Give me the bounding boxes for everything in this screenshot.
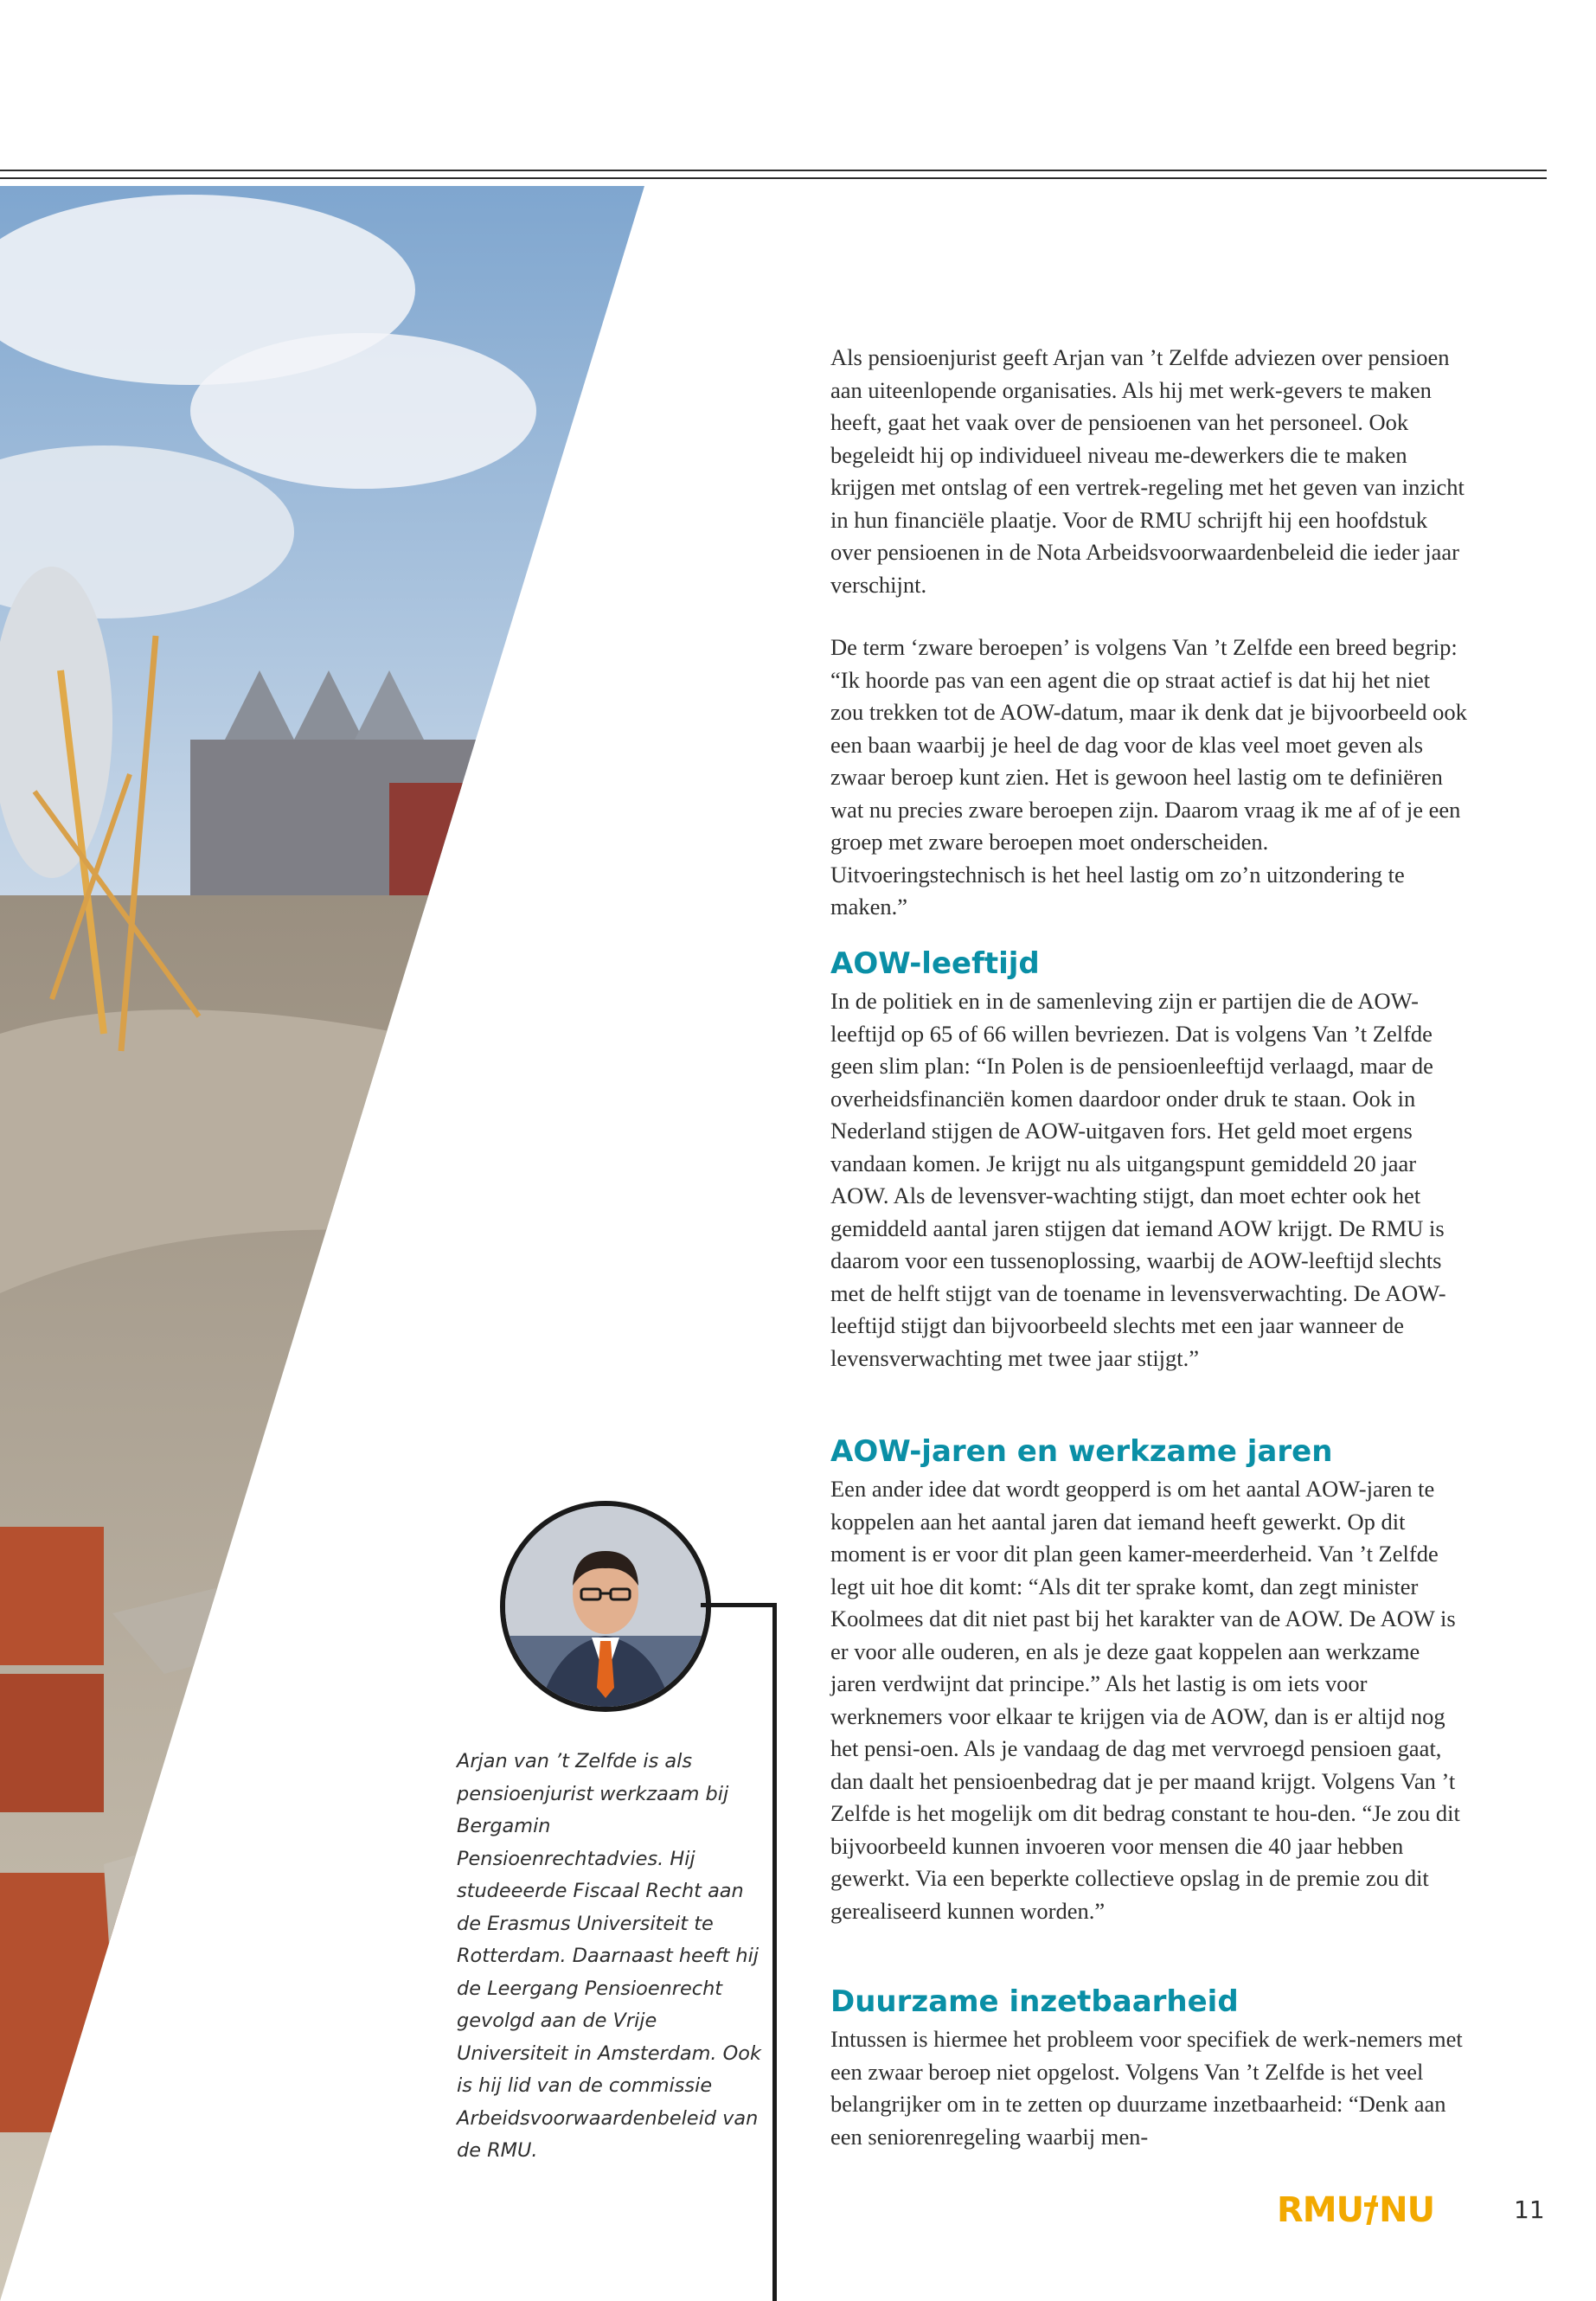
heading-aow-jaren: AOW-jaren en werkzame jaren — [830, 1434, 1333, 1469]
top-rule-secondary — [0, 177, 1547, 179]
logo-rmu: RMU — [1277, 2190, 1364, 2230]
bracket-line — [701, 1603, 777, 1607]
term-paragraph — [830, 631, 1469, 924]
bracket-line-vertical — [772, 1603, 777, 2301]
aow-leeftijd-text: In de politiek en in de samenleving zijn er partijen die de AOW-leeftijd op 65 of 66 willen bevriezen. Dat is volgens Van ’t Zelfde geen slim plan: “In Polen is de pensioenleeftijd verlaagd, maar de overheidsfinanciën komen daardoor onder druk te staan. Ook in Nederland stijgen de AOW-uitgaven fors. Het geld moet ergens vandaan komen. Je krijgt nu als uitgangspunt gemiddeld 20 jaar AOW. Als de levensver-wachting stijgt, dan moet echter ook het gemiddeld aantal jaren stijgen dat iemand AOW krijgt. De RMU is daarom voor een tussenoplossing, waarbij de AOW-leeftijd slechts met de helft stijgt van de toename in levensverwachting. De AOW-leeftijd stijgt dan bijvoorbeeld slechts met een jaar wanneer de levensverwachting met twee jaar stijgt.” — [830, 988, 1446, 1371]
author-caption: Arjan van ’t Zelfde is als pensioenjurist werkzaam bij Bergamin Pensioenrechtadvies. Hij studeeerde Fiscaal Recht aan de Erasmus Universiteit te Rotterdam. Daarnaast heeft hij de Leergang Pensioenrecht gevolgd aan de Vrije Universiteit in Amsterdam. Ook is hij lid van de commissie Arbeidsvoorwaardenbeleid van de RMU. — [457, 1750, 761, 2162]
duurzame-inzetbaarheid-section — [830, 2023, 1469, 2153]
term-text: De term ‘zware beroepen’ is volgens Van ’t Zelfde een breed begrip: “Ik hoorde pas van een agent die op straat actief is dat hij het niet zou trekken tot de AOW-datum, maar ik denk dat je bijvoorbeeld ook een baan waarbij je heel de dag voor de klas veel moet geven als zwaar beroep kunt zien. Het is gewoon heel lastig om te definiëren wat nu precies zware beroepen zijn. Daarom vraag ik me af of je een groep met zware beroepen moet onderscheiden. Uitvoeringstechnisch is het heel lastig om zo’n uitzondering te maken.” — [830, 634, 1467, 920]
heading-duurzame-inzetbaarheid: Duurzame inzetbaarheid — [830, 1984, 1239, 2019]
author-portrait — [500, 1501, 711, 1712]
page-number: 11 — [1514, 2195, 1545, 2224]
intro-paragraph — [830, 342, 1469, 601]
aow-jaren-text: Een ander idee dat wordt geopperd is om het aantal AOW-jaren te koppelen aan het aantal jaren dat iemand heeft gewerkt. Op dit moment is er voor dit plan geen kamer-meerderheid. Van ’t Zelfde legt uit hoe dit komt: “Als dit ter sprake komt, dan zegt minister Koolmees dat dit niet past bij het karakter van de AOW. De AOW is er voor alle ouderen, en als je deze gaat koppelen aan werkzame jaren verdwijnt dat principe.” Als het lastig is om iets voor werknemers voor elkaar te krijgen via de AOW, dan is er altijd nog het pensi-oen. Als je vandaag de dag met vervroegd pensioen gaat, dan daalt het pensioenbedrag dat je per maand krijgt. Volgens Van ’t Zelfde is het mogelijk om dit bedrag constant te hou-den. “Je zou dit bijvoorbeeld kunnen invoeren voor mensen die 40 jaar hebben gewerkt. Via een beperkte collectieve opslag in de premie zou dit gerealiseerd kunnen worden.” — [830, 1476, 1460, 1924]
logo-nu: NU — [1379, 2190, 1435, 2230]
rmu-nu-logo — [1277, 2191, 1434, 2229]
aow-leeftijd-section — [830, 985, 1469, 1375]
aow-jaren-section — [830, 1473, 1469, 1927]
logo-cross-icon — [1364, 2195, 1378, 2225]
duurzame-inzetbaarheid-text: Intussen is hiermee het probleem voor specifiek de werk-nemers met een zwaar beroep niet opgelost. Volgens Van ’t Zelfde is het veel belangrijker om in te zetten op duurzame inzetbaarheid: “Denk aan een seniorenregeling waarbij men- — [830, 2026, 1463, 2150]
heading-aow-leeftijd: AOW-leeftijd — [830, 946, 1040, 981]
intro-text: Als pensioenjurist geeft Arjan van ’t Zelfde adviezen over pensioen aan uiteenlopende organisaties. Als hij met werk-gevers te maken heeft, gaat het vaak over de pensioenen van het personeel. Ook begeleidt hij op individueel niveau me-dewerkers die te maken krijgen met ontslag of een vertrek-regeling met het geven van inzicht in hun financiële plaatje. Voor de RMU schrijft hij een hoofdstuk over pensioenen in de Nota Arbeidsvoorwaardenbeleid die ieder jaar verschijnt. — [830, 344, 1465, 598]
top-rule — [0, 170, 1547, 171]
